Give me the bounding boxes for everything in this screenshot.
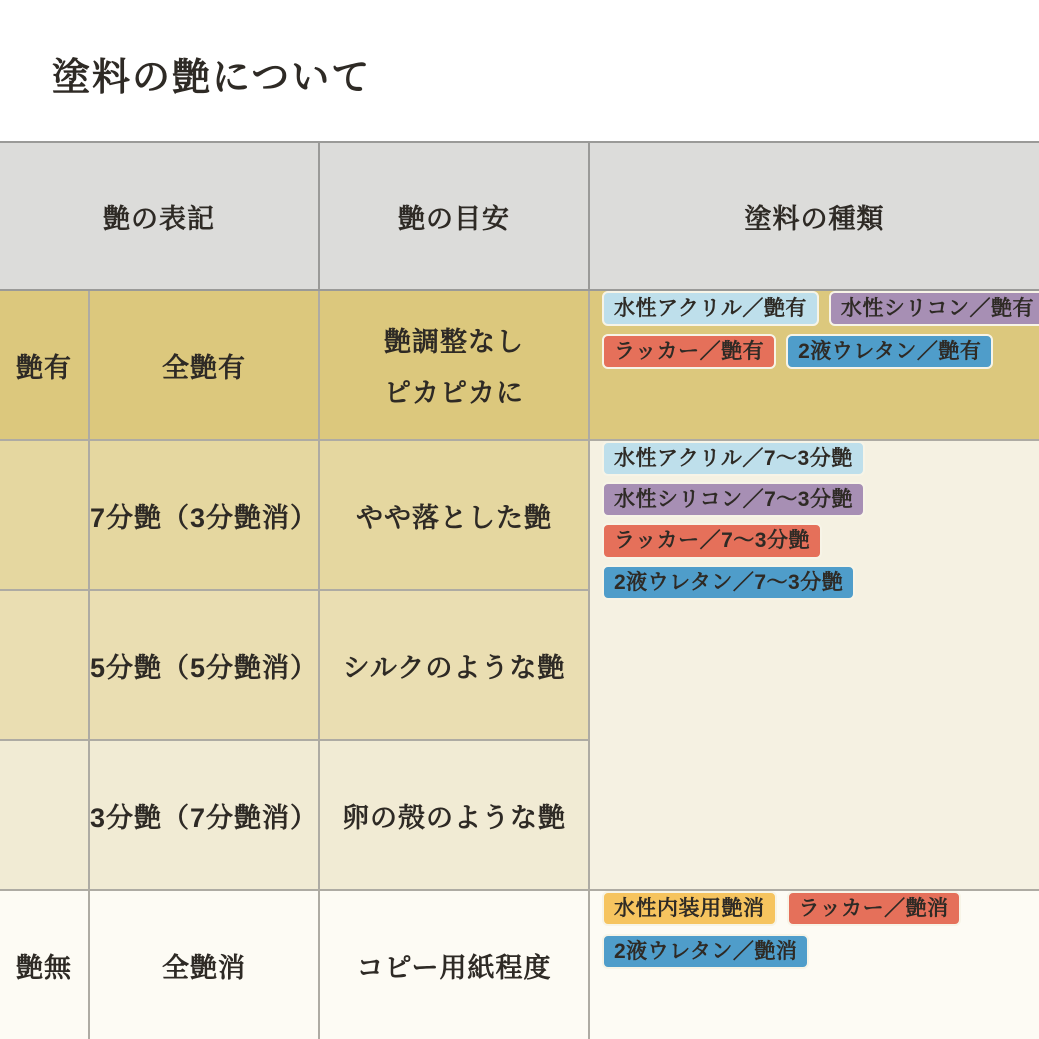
header-type-label: 塗料の種類 [744,203,885,234]
cell-sheen7-category [0,441,90,591]
sheen5-notation-label: 5分艶（5分艶消） [90,652,319,683]
gloss-guide-line2: ピカピカに [384,378,524,408]
header-cell-type [590,143,1039,291]
badge-aqueous-acrylic-mid: 水性アクリル／7〜3分艶 [602,441,865,476]
badge-urethane-mid: 2液ウレタン／7〜3分艶 [602,565,855,600]
cell-gloss-category [0,291,90,441]
cell-sheen3-category [0,741,90,891]
badge-urethane-gloss: 2液ウレタン／艶有 [786,334,993,369]
header-notation-label: 艶の表記 [103,203,215,234]
gloss-badge-line-2 [602,334,993,369]
cell-gloss-guide [320,291,590,441]
badge-lacquer-matte: ラッカー／艶消 [787,891,961,926]
header-guide-label: 艶の目安 [398,203,510,234]
badge-urethane-matte: 2液ウレタン／艶消 [602,934,809,969]
cell-matte-notation [90,891,320,1039]
gloss-notation-label: 全艶有 [162,352,246,383]
matte-badge-line-2 [602,934,809,969]
matte-notation-label: 全艶消 [162,952,246,983]
sheen7-guide-label: やや落とした艶 [356,502,552,533]
cell-mid-paints [590,441,1039,891]
page-title: 塗料の艶について [52,57,372,99]
cell-matte-category [0,891,90,1039]
cell-sheen3-notation [90,741,320,891]
cell-sheen5-category [0,591,90,741]
badge-lacquer-mid: ラッカー／7〜3分艶 [602,523,822,558]
sheen7-notation-label: 7分艶（3分艶消） [90,502,319,533]
cell-matte-guide [320,891,590,1039]
matte-guide-label: コピー用紙程度 [356,952,552,983]
matte-category-label: 艶無 [16,952,72,983]
gloss-guide-line1: 艶調整なし [384,327,524,357]
gloss-badge-line-1 [602,291,1039,326]
gloss-category-label: 艶有 [16,352,72,383]
cell-gloss-paints [590,291,1039,441]
cell-sheen3-guide [320,741,590,891]
header-cell-notation [0,143,320,291]
badge-aqueous-interior-matte: 水性内装用艶消 [602,891,777,926]
badge-aqueous-acrylic-gloss: 水性アクリル／艶有 [602,291,819,326]
matte-badge-line-1 [602,891,961,926]
cell-gloss-notation [90,291,320,441]
sheen5-guide-label: シルクのような艶 [342,652,566,683]
sheen3-guide-label: 卵の殻のような艶 [342,802,566,833]
header-cell-guide [320,143,590,291]
badge-aqueous-silicone-gloss: 水性シリコン／艶有 [829,291,1039,326]
sheen3-notation-label: 3分艶（7分艶消） [90,802,319,833]
badge-lacquer-gloss: ラッカー／艶有 [602,334,776,369]
cell-sheen7-guide [320,441,590,591]
cell-sheen7-notation [90,441,320,591]
cell-sheen5-notation [90,591,320,741]
gloss-table [0,141,1039,1039]
cell-matte-paints [590,891,1039,1039]
cell-sheen5-guide [320,591,590,741]
badge-aqueous-silicone-mid: 水性シリコン／7〜3分艶 [602,482,865,517]
